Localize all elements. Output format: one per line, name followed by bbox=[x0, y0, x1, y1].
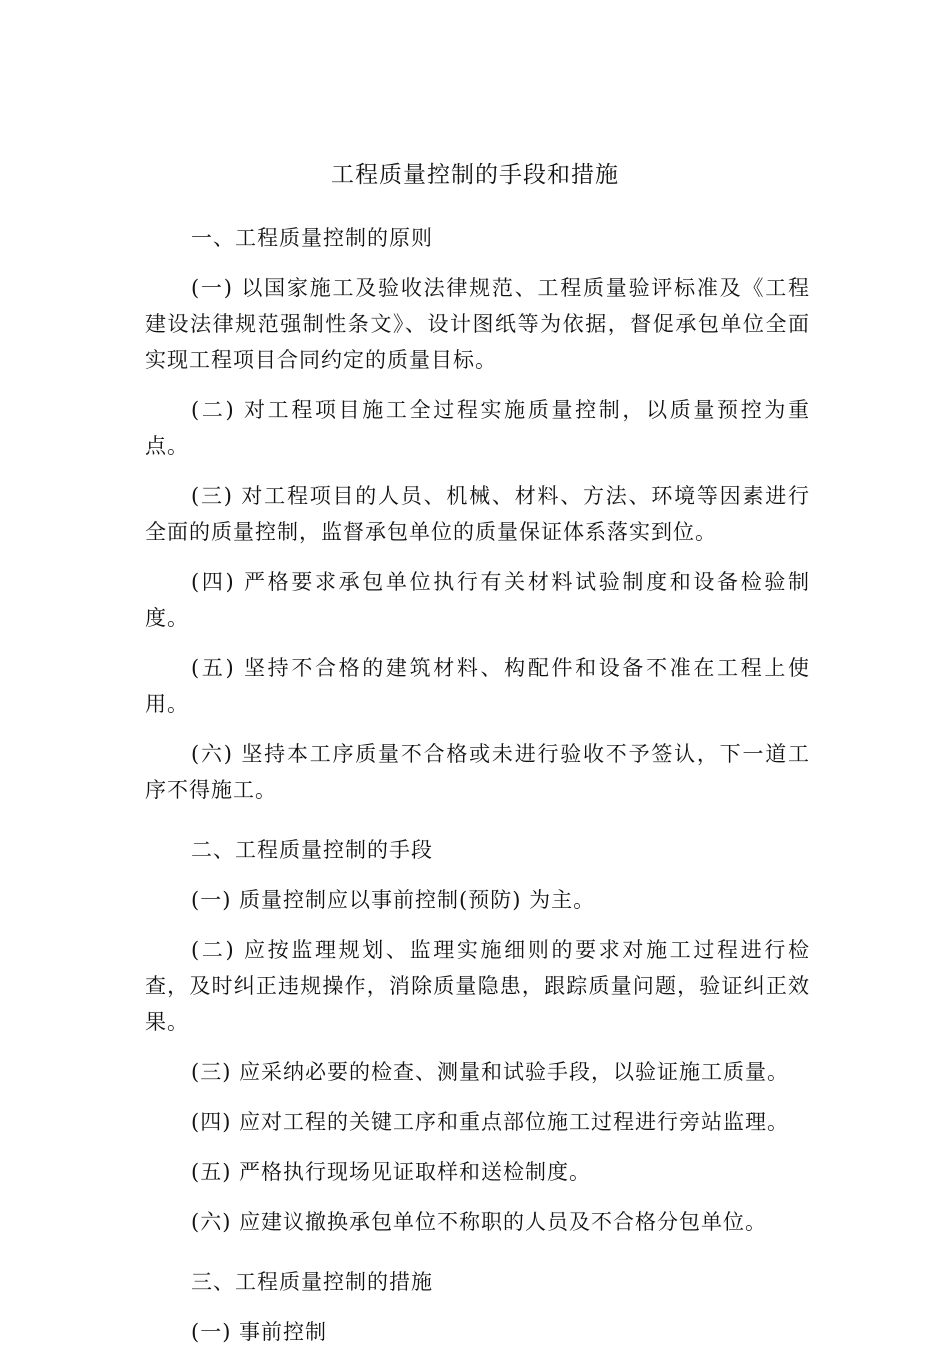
section-heading-principles: 一、工程质量控制的原则 bbox=[191, 226, 433, 250]
means-item-4: (四) 应对工程的关键工序和重点部位施工过程进行旁站监理。 bbox=[191, 1110, 790, 1134]
means-item-2: (二) 应按监理规划、监理实施细则的要求对施工过程进行检查，及时纠正违规操作，消除质量隐患，跟踪质量问题，验证纠正效果。 bbox=[145, 938, 810, 1034]
means-item-5: (五) 严格执行现场见证取样和送检制度。 bbox=[191, 1160, 592, 1184]
means-item-3: (三) 应采纳必要的检查、测量和试验手段，以验证施工质量。 bbox=[191, 1060, 790, 1084]
section-heading-means: 二、工程质量控制的手段 bbox=[191, 838, 433, 862]
section-heading-measures: 三、工程质量控制的措施 bbox=[191, 1270, 433, 1294]
principle-item-3: (三) 对工程项目的人员、机械、材料、方法、环境等因素进行全面的质量控制，监督承包单位的质量保证体系落实到位。 bbox=[145, 484, 810, 544]
principle-item-1: (一) 以国家施工及验收法律规范、工程质量验评标准及《工程建设法律规范强制性条文》、设计图纸等为依据，督促承包单位全面实现工程项目合同约定的质量目标。 bbox=[145, 276, 810, 372]
section-spacer bbox=[145, 822, 810, 832]
means-item-6: (六) 应建议撤换承包单位不称职的人员及不合格分包单位。 bbox=[191, 1210, 768, 1234]
principle-item-2: (二) 对工程项目施工全过程实施质量控制，以质量预控为重点。 bbox=[145, 398, 810, 458]
principle-item-5: (五) 坚持不合格的建筑材料、构配件和设备不准在工程上使用。 bbox=[145, 656, 810, 716]
principle-item-4: (四) 严格要求承包单位执行有关材料试验制度和设备检验制度。 bbox=[145, 570, 810, 630]
section-spacer bbox=[145, 1254, 810, 1264]
principle-item-6: (六) 坚持本工序质量不合格或未进行验收不予签认，下一道工序不得施工。 bbox=[145, 742, 810, 802]
measures-item-1: (一) 事前控制 bbox=[191, 1320, 328, 1344]
means-item-1: (一) 质量控制应以事前控制(预防) 为主。 bbox=[191, 888, 596, 912]
document-title: 工程质量控制的手段和措施 bbox=[331, 162, 619, 188]
document-body bbox=[145, 220, 810, 1364]
